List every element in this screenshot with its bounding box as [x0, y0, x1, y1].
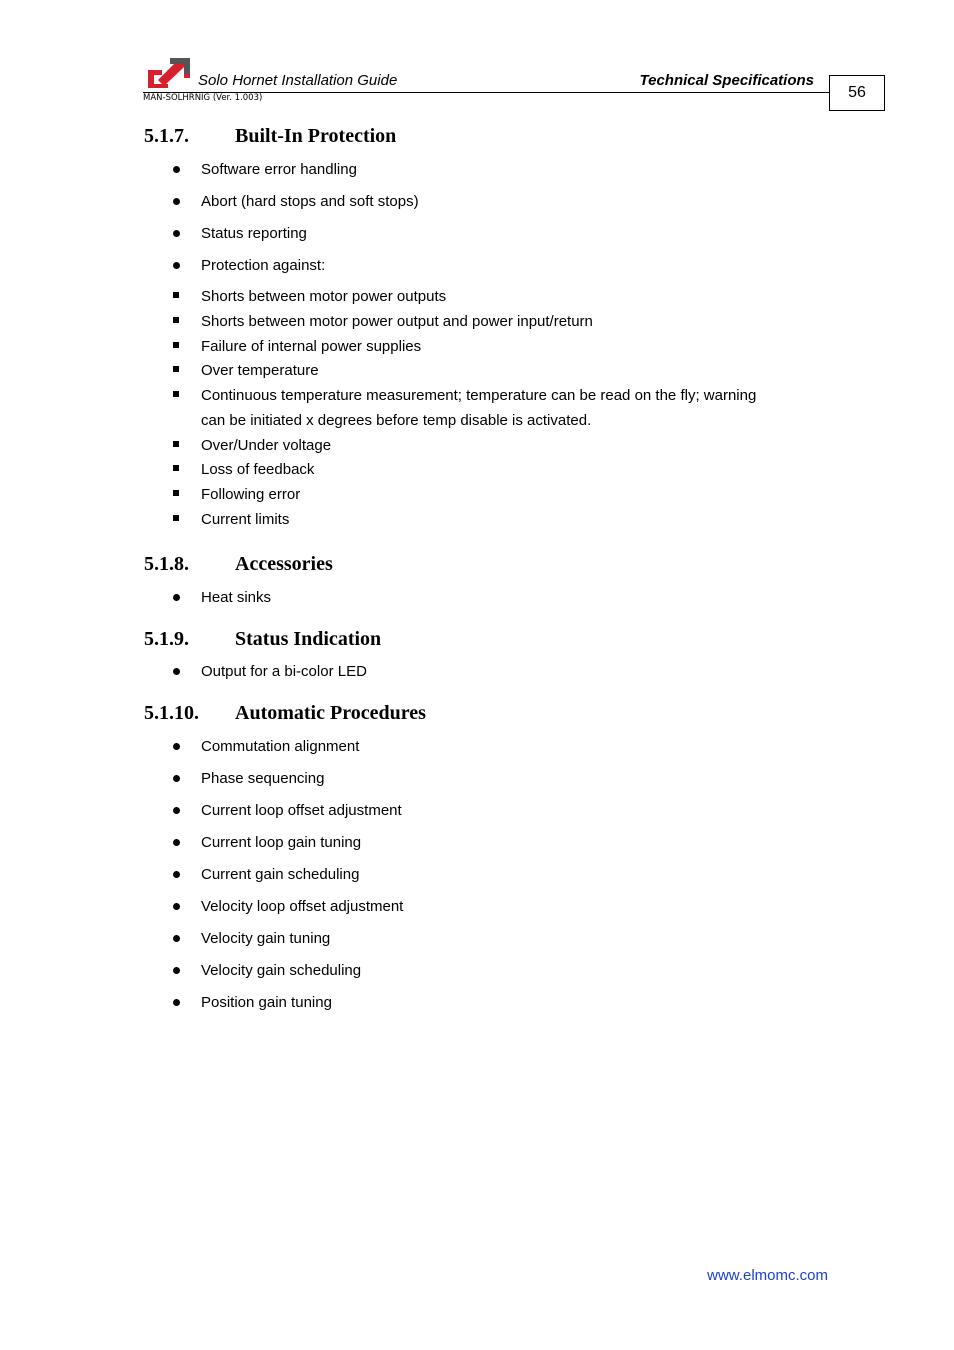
section-title: Automatic Procedures [235, 702, 426, 724]
bullet-icon [173, 903, 180, 910]
doc-title: Solo Hornet Installation Guide [198, 72, 398, 89]
list-item: Status reporting [201, 225, 307, 242]
sub-list-item-continuation: can be initiated x degrees before temp disable is activated. [201, 412, 592, 429]
list-item: Phase sequencing [201, 770, 325, 787]
section-title: Accessories [235, 553, 333, 575]
sub-list-item: Current limits [201, 511, 290, 528]
bullet-icon [173, 935, 180, 942]
footer-website-link[interactable]: www.elmomc.com [707, 1267, 828, 1284]
section-number: 5.1.8. [144, 553, 189, 575]
bullet-icon [173, 807, 180, 814]
list-item: Commutation alignment [201, 738, 360, 755]
section-title: Built-In Protection [235, 125, 397, 147]
square-bullet-icon [173, 366, 179, 372]
section-number: 5.1.10. [144, 702, 199, 724]
list-item: Software error handling [201, 161, 357, 178]
sub-list-item: Over/Under voltage [201, 437, 332, 454]
bullet-icon [173, 839, 180, 846]
square-bullet-icon [173, 292, 179, 298]
sub-list-item: Loss of feedback [201, 461, 315, 478]
square-bullet-icon [173, 317, 179, 323]
bullet-icon [173, 594, 180, 601]
sub-list-item: Over temperature [201, 362, 319, 379]
list-item: Velocity loop offset adjustment [201, 898, 404, 915]
section-name: Technical Specifications [639, 72, 814, 89]
bullet-icon [173, 871, 180, 878]
list-item: Current loop gain tuning [201, 834, 362, 851]
square-bullet-icon [173, 465, 179, 471]
section-number: 5.1.7. [144, 125, 189, 147]
square-bullet-icon [173, 391, 179, 397]
list-item: Position gain tuning [201, 994, 332, 1011]
list-item: Velocity gain tuning [201, 930, 331, 947]
list-item: Velocity gain scheduling [201, 962, 362, 979]
square-bullet-icon [173, 342, 179, 348]
bullet-icon [173, 166, 180, 173]
sub-list-item: Continuous temperature measurement; temperature can be read on the fly; warning [201, 387, 757, 404]
sub-list-item: Shorts between motor power outputs [201, 288, 447, 305]
list-item: Output for a bi-color LED [201, 663, 367, 680]
square-bullet-icon [173, 515, 179, 521]
list-item: Current gain scheduling [201, 866, 360, 883]
bullet-icon [173, 198, 180, 205]
list-item: Current loop offset adjustment [201, 802, 402, 819]
square-bullet-icon [173, 441, 179, 447]
list-item: Heat sinks [201, 589, 272, 606]
bullet-icon [173, 230, 180, 237]
bullet-icon [173, 775, 180, 782]
sub-list-item: Following error [201, 486, 301, 503]
sub-list-item: Shorts between motor power output and power input/return [201, 313, 593, 330]
page-number: 56 [829, 75, 885, 111]
bullet-icon [173, 967, 180, 974]
square-bullet-icon [173, 490, 179, 496]
bullet-icon [173, 262, 180, 269]
section-title: Status Indication [235, 628, 382, 650]
elmo-logo-icon [148, 58, 190, 88]
bullet-icon [173, 743, 180, 750]
section-number: 5.1.9. [144, 628, 189, 650]
bullet-icon [173, 668, 180, 675]
bullet-icon [173, 999, 180, 1006]
list-item: Abort (hard stops and soft stops) [201, 193, 419, 210]
list-item: Protection against: [201, 257, 326, 274]
doc-code: MAN-SOLHRNIG (Ver. 1.003) [143, 93, 263, 103]
sub-list-item: Failure of internal power supplies [201, 338, 422, 355]
